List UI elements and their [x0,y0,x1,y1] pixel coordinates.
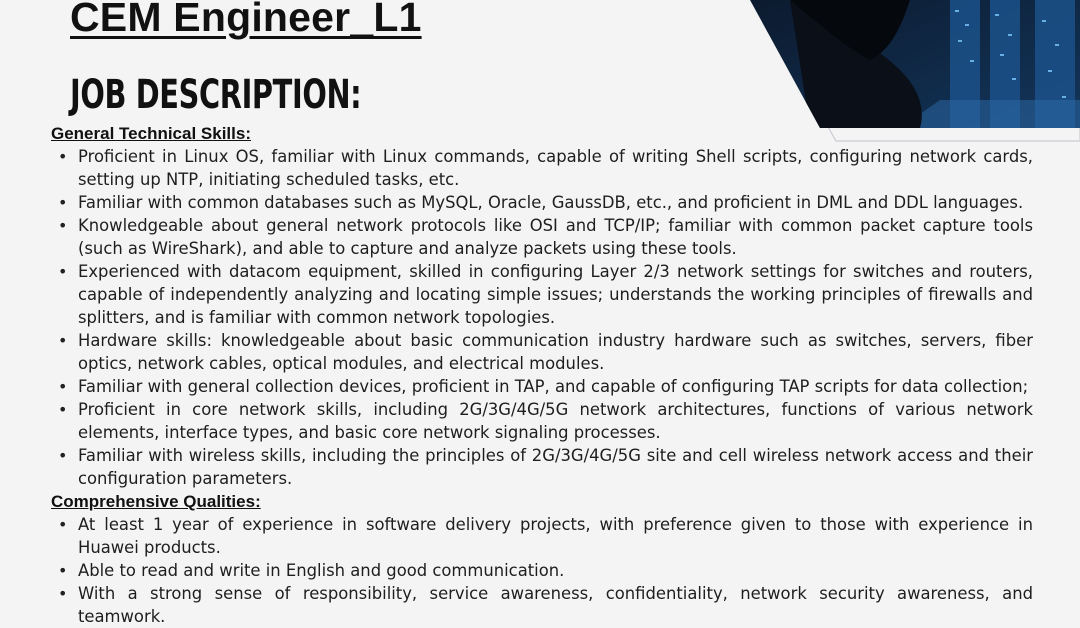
list-item: • At least 1 year of experience in software delivery projects, with preference given to those with experience in Huawei products. [78,513,1033,559]
technical-skills-heading: General Technical Skills: [51,124,251,143]
server-room-image [750,0,1080,142]
list-item: • Hardware skills: knowledgeable about basic communication industry hardware such as switches, servers, fiber optics, network cables, optical modules, and electrical modules. [78,329,1033,375]
job-description-content [51,122,1033,628]
list-item: • Knowledgeable about general network protocols like OSI and TCP/IP; familiar with common packet capture tools (such as WireShark), and able to capture and analyze packets using these tools. [78,214,1033,260]
list-item: • Proficient in Linux OS, familiar with Linux commands, capable of writing Shell scripts, configuring network cards, setting up NTP, initiating scheduled tasks, etc. [78,145,1033,191]
job-title: CEM Engineer_L1 [70,0,422,40]
list-item: • Familiar with wireless skills, including the principles of 2G/3G/4G/5G site and cell wireless network access and their configuration parameters. [78,444,1033,490]
technical-skills-list [51,145,1033,490]
list-item: • Familiar with general collection devices, proficient in TAP, and capable of configuring TAP scripts for data collection; [78,375,1033,398]
list-item: • Familiar with common databases such as MySQL, Oracle, GaussDB, etc., and proficient in DML and DDL languages. [78,191,1033,214]
list-item: • Experienced with datacom equipment, skilled in configuring Layer 2/3 network settings for switches and routers, capable of independently analyzing and locating simple issues; understands the working principles of firewalls and splitters, and is familiar with common network topologies. [78,260,1033,329]
list-item: • Able to read and write in English and good communication. [78,559,1033,582]
job-description-heading: JOB DESCRIPTION: [70,72,362,118]
list-item: • With a strong sense of responsibility, service awareness, confidentiality, network security awareness, and teamwork. [78,582,1033,628]
qualities-heading: Comprehensive Qualities: [51,492,261,511]
qualities-list [51,513,1033,628]
list-item: • Proficient in core network skills, including 2G/3G/4G/5G network architectures, functions of various network elements, interface types, and basic core network signaling processes. [78,398,1033,444]
